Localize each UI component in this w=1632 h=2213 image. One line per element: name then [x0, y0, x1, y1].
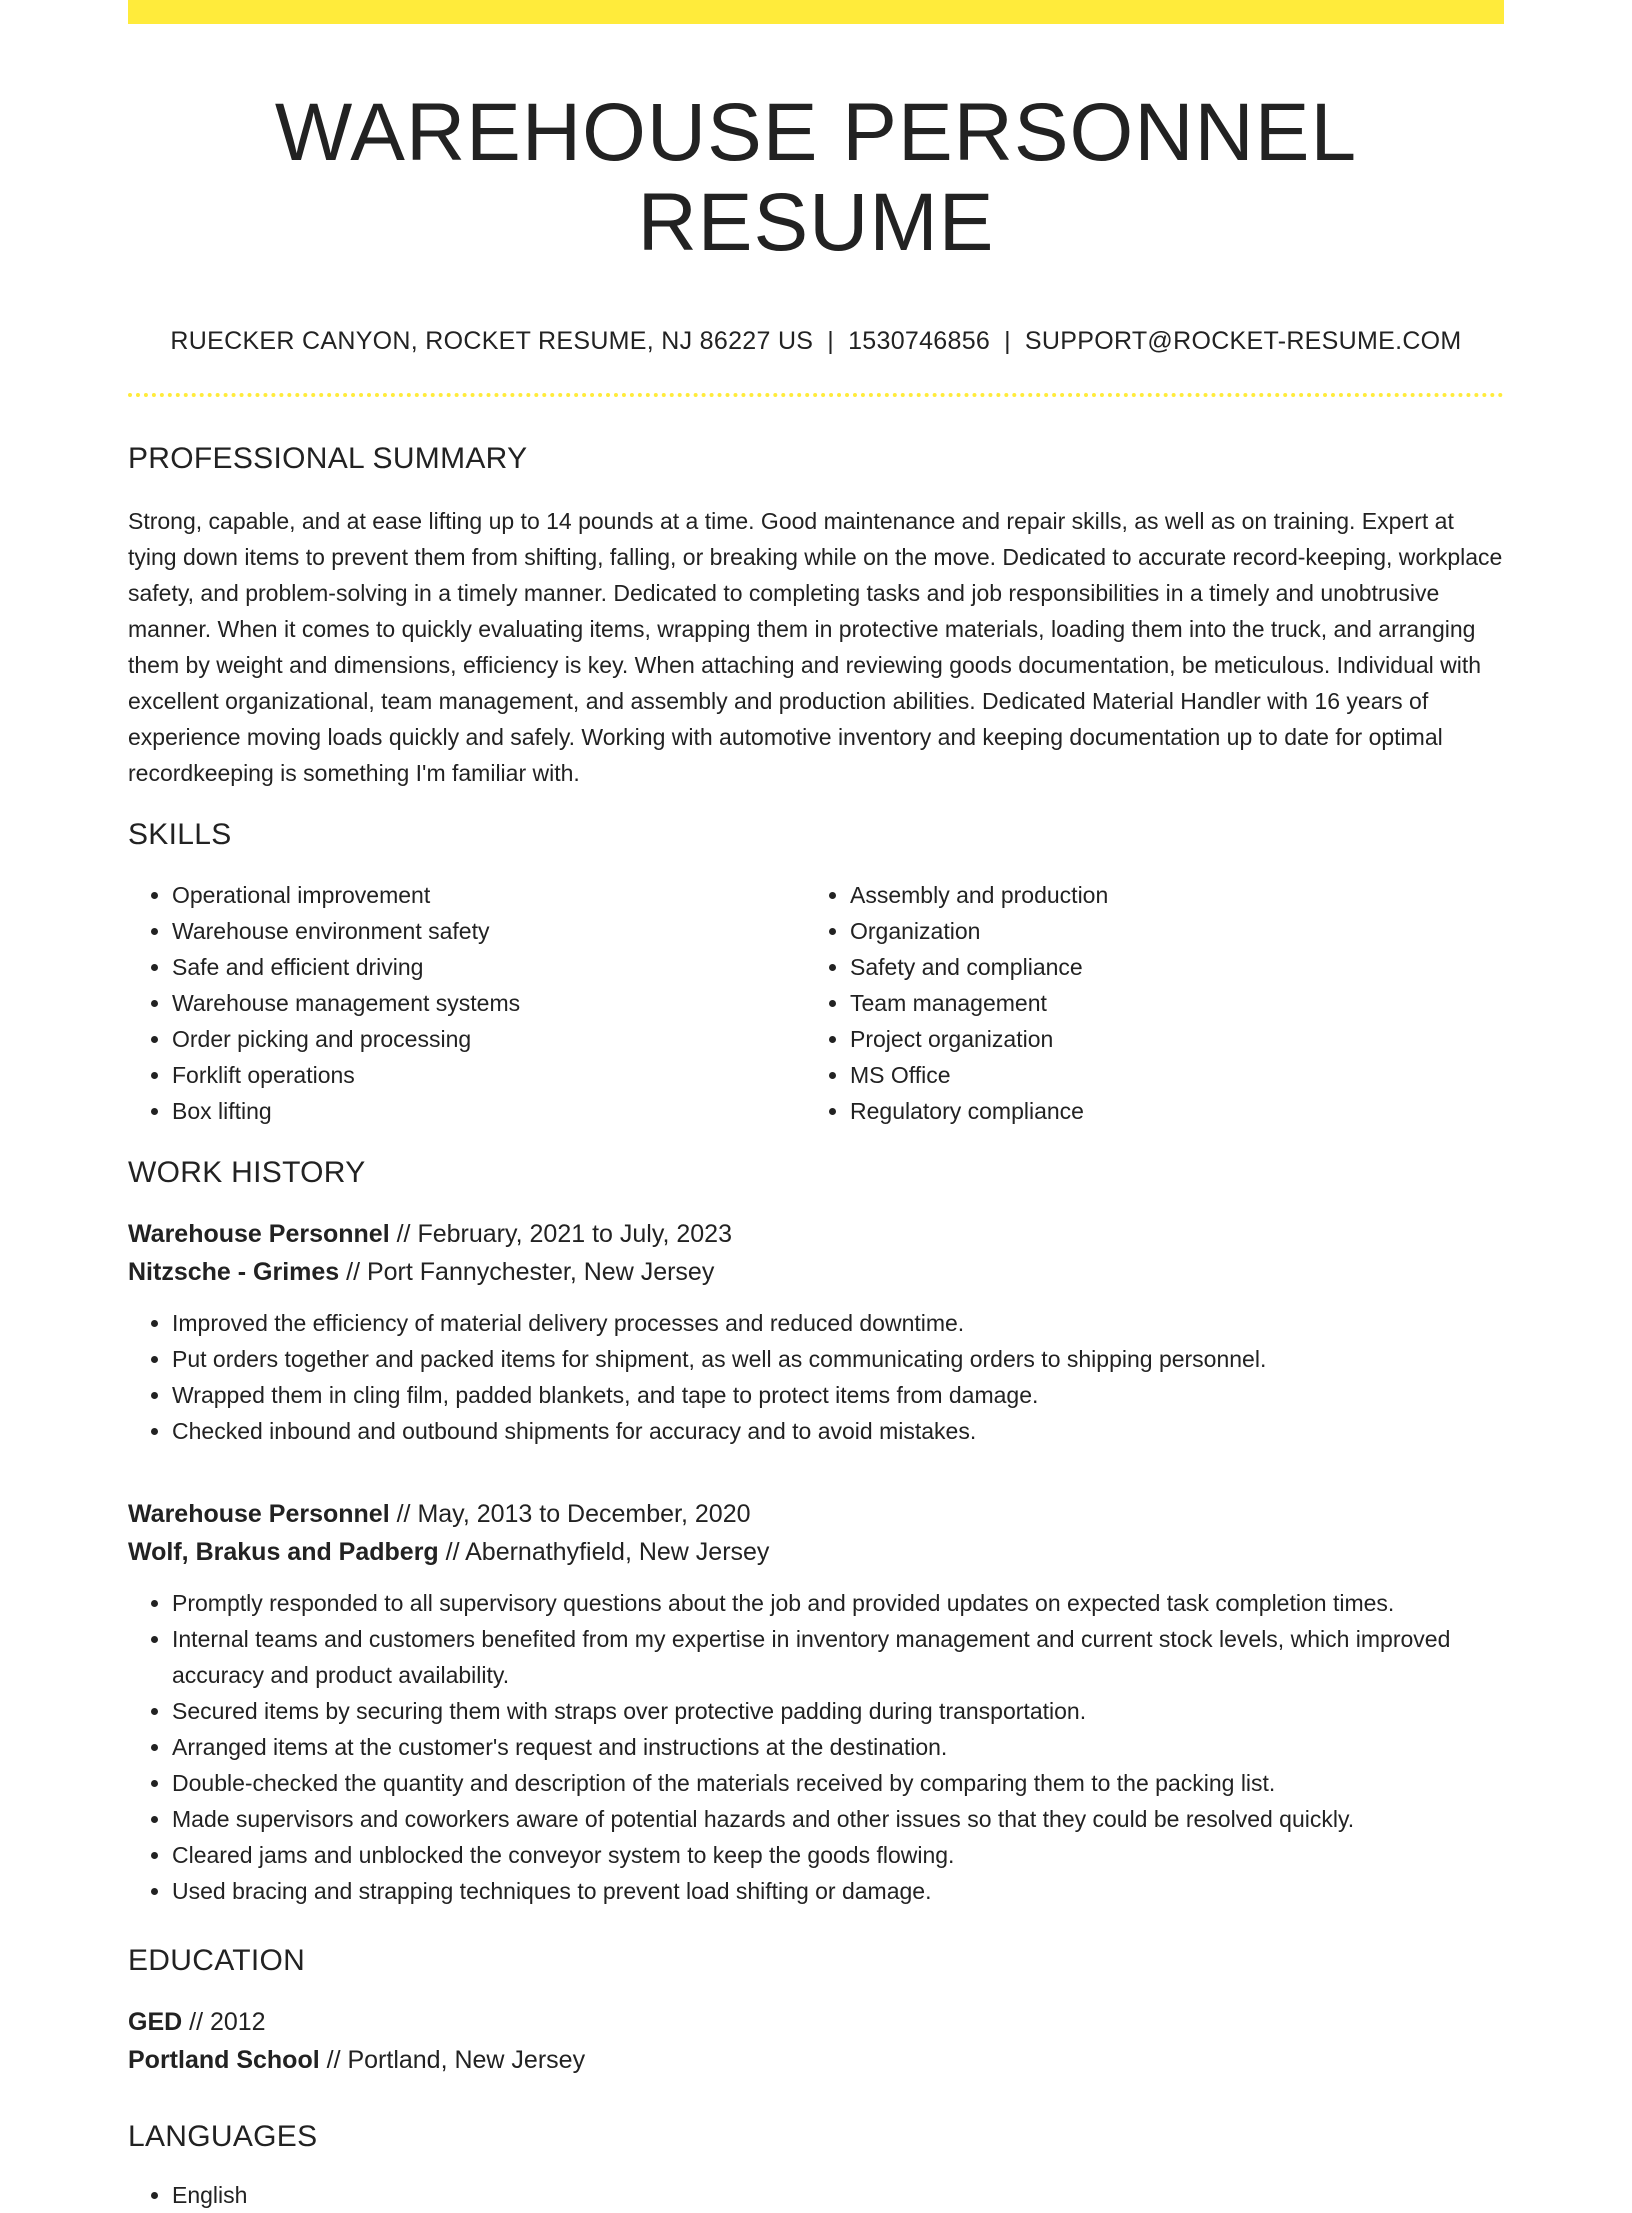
job-bullet: • Made supervisors and coworkers aware of potential hazards and other issues so that they could be resolved quickly.	[172, 1801, 1504, 1837]
skills-section	[128, 817, 1504, 1129]
job-dates: // February, 2021 to July, 2023	[389, 1220, 732, 1249]
job-bullet: • Secured items by securing them with straps over protective padding during transportation.	[172, 1693, 1504, 1729]
skill-item: • Warehouse environment safety	[172, 913, 806, 949]
education-section	[128, 1943, 1504, 2079]
languages-section	[128, 2119, 1504, 2213]
job-dates: // May, 2013 to December, 2020	[389, 1500, 751, 1529]
job-bullet: • Checked inbound and outbound shipments for accuracy and to avoid mistakes.	[172, 1413, 1504, 1449]
skills-grid	[128, 877, 1504, 1129]
education-entry	[128, 2003, 1504, 2079]
phone: 1530746856	[848, 327, 991, 356]
address: RUECKER CANYON, ROCKET RESUME, NJ 86227 US	[170, 327, 814, 356]
section-heading-summary: PROFESSIONAL SUMMARY	[128, 442, 528, 476]
job-bullet: • Cleared jams and unblocked the conveyor system to keep the goods flowing.	[172, 1837, 1504, 1873]
skill-item: • Warehouse management systems	[172, 985, 806, 1021]
skill-item: • Order picking and processing	[172, 1021, 806, 1057]
skill-item: • Assembly and production	[850, 877, 1504, 913]
job-title: Warehouse Personnel	[128, 1220, 390, 1249]
skill-item: • MS Office	[850, 1057, 1504, 1093]
contact-separator: |	[827, 327, 835, 356]
skill-item: • Operational improvement	[172, 877, 806, 913]
skill-item: • Project organization	[850, 1021, 1504, 1057]
contact-line	[128, 326, 1504, 356]
job-bullet: • Used bracing and strapping techniques to prevent load shifting or damage.	[172, 1873, 1504, 1909]
job-company: Nitzsche - Grimes	[128, 1258, 340, 1287]
summary-text: Strong, capable, and at ease lifting up to 14 pounds at a time. Good maintenance and repair skills, as well as on training. Expert at tying down items to prevent them from shifting, falling, or breaking while on the move. Dedicated to accurate record-keeping, workplace safety, and problem-solving in a timely manner. Dedicated to completing tasks and job responsibilities in a timely and unobtrusive manner. When it comes to quickly evaluating items, wrapping them in protective materials, loading them into the truck, and arranging them by weight and dimensions, efficiency is key. When attaching and reviewing goods documentation, be meticulous. Individual with excellent organizational, team management, and assembly and production abilities. Dedicated Material Handler with 16 years of experience moving loads quickly and safely. Working with automotive inventory and keeping documentation up to date for optimal recordkeeping is something I'm familiar with.	[128, 508, 1503, 787]
skill-item: • Safe and efficient driving	[172, 949, 806, 985]
top-accent-bar	[128, 0, 1504, 24]
contact-separator: |	[1004, 327, 1011, 356]
work-history-section	[128, 1155, 1504, 1909]
job-bullets	[128, 1305, 1504, 1449]
degree-line	[128, 2003, 1504, 2041]
section-heading-languages: LANGUAGES	[128, 2120, 318, 2154]
skills-list-left	[128, 877, 806, 1129]
resume-page	[128, 0, 1504, 2213]
job-bullet: • Improved the efficiency of material delivery processes and reduced downtime.	[172, 1305, 1504, 1341]
skill-item: • Forklift operations	[172, 1057, 806, 1093]
language-item: • English	[172, 2177, 1504, 2213]
languages-list	[128, 2177, 1504, 2213]
job-bullets	[128, 1585, 1504, 1909]
job-location: // Port Fannychester, New Jersey	[339, 1258, 715, 1287]
skill-item: • Regulatory compliance	[850, 1093, 1504, 1129]
summary-section	[128, 441, 1504, 791]
job-title-line	[128, 1215, 1504, 1253]
section-heading-education: EDUCATION	[128, 1944, 306, 1978]
job-entry	[128, 1215, 1504, 1449]
email: SUPPORT@ROCKET-RESUME.COM	[1024, 327, 1462, 356]
skills-list-right	[806, 877, 1504, 1129]
school-location: // Portland, New Jersey	[319, 2046, 586, 2075]
section-heading-work: WORK HISTORY	[128, 1156, 366, 1190]
job-title: Warehouse Personnel	[128, 1500, 390, 1529]
skill-item: • Safety and compliance	[850, 949, 1504, 985]
degree-year: // 2012	[182, 2008, 266, 2037]
job-title-line	[128, 1495, 1504, 1533]
school: Portland School	[128, 2046, 320, 2075]
job-entry	[128, 1495, 1504, 1909]
job-bullet: • Promptly responded to all supervisory questions about the job and provided updates on expected task completion times.	[172, 1585, 1504, 1621]
job-location: // Abernathyfield, New Jersey	[438, 1538, 770, 1567]
job-company-line	[128, 1533, 1504, 1571]
job-company-line	[128, 1253, 1504, 1291]
job-bullet: • Internal teams and customers benefited from my expertise in inventory management and current stock levels, which improved accuracy and product availability.	[172, 1621, 1504, 1693]
job-bullet: • Double-checked the quantity and description of the materials received by comparing them to the packing list.	[172, 1765, 1504, 1801]
skill-item: • Organization	[850, 913, 1504, 949]
resume-title: WAREHOUSE PERSONNEL RESUME	[274, 87, 1358, 269]
dotted-divider	[128, 393, 1504, 397]
job-company: Wolf, Brakus and Padberg	[128, 1538, 439, 1567]
job-bullet: • Put orders together and packed items for shipment, as well as communicating orders to shipping personnel.	[172, 1341, 1504, 1377]
job-bullet: • Arranged items at the customer's request and instructions at the destination.	[172, 1729, 1504, 1765]
degree: GED	[128, 2008, 183, 2037]
skill-item: • Team management	[850, 985, 1504, 1021]
skill-item: • Box lifting	[172, 1093, 806, 1129]
job-bullet: • Wrapped them in cling film, padded blankets, and tape to protect items from damage.	[172, 1377, 1504, 1413]
school-line	[128, 2041, 1504, 2079]
section-heading-skills: SKILLS	[128, 818, 232, 852]
